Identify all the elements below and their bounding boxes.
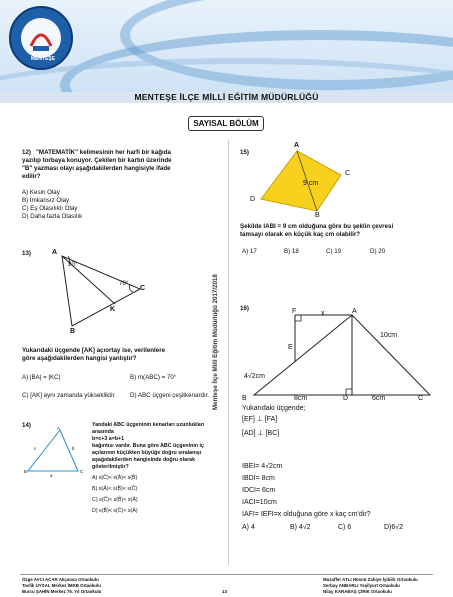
q13-label-b: B	[70, 328, 76, 335]
q16-given-1: IBEI= 4√2cm	[242, 463, 283, 470]
page-number: 13	[222, 589, 227, 594]
q15-option-d[interactable]: D) 20	[370, 248, 386, 255]
q15-option-b[interactable]: B) 18	[284, 248, 299, 255]
q14-stem-3: b=c+3 a=b+1	[92, 436, 125, 442]
q14-option-c[interactable]: C) s(Ĉ)< s(B̂)< s(Â)	[92, 497, 138, 503]
q12-stem-2: yazılıp torbaya konuyor. Çekilen bir kartın üzerinde	[22, 157, 172, 164]
page-title: MENTEŞE İLÇE MİLLİ EĞİTİM MÜDÜRLÜĞÜ	[134, 92, 319, 102]
q14-stem-4: bağıntısı vardır. Buna göre ABC üçgeninin iç	[92, 443, 204, 449]
q14-stem-1: Yandaki ABC üçgeninin kenarları uzunlukları	[92, 422, 205, 428]
q13-triangle-figure	[40, 244, 150, 344]
q16-side-6: 6cm	[372, 395, 386, 402]
q16-number: 16)	[240, 305, 249, 312]
q12-option-c[interactable]: C) Eş Olasılıklı Olay	[22, 205, 78, 212]
q12-stem-4: edilir?	[22, 173, 41, 180]
footer-right-1: Muzaffer ATLI Hüsnü Zahiye İyibilir Ortaokulu	[323, 577, 418, 582]
logo-text: MENTEŞE	[30, 56, 56, 62]
q15-option-c[interactable]: C) 19	[326, 248, 342, 255]
q16-stem-1: Yukarıdaki üçgende;	[242, 405, 306, 412]
q13-label-k: K	[110, 306, 116, 313]
q16-option-d[interactable]: D)6√2	[384, 524, 404, 531]
q16-given-4: IACI=10cm	[242, 499, 277, 506]
footer-right-2: Serbay ANBARLI Yeşilyurt Ortaokulu	[323, 583, 400, 588]
q15-label-c: C	[345, 170, 351, 177]
q16-label-f: F	[292, 308, 297, 315]
q16-label-a: A	[352, 308, 357, 315]
q16-given-3: IDCI= 6cm	[242, 487, 276, 494]
q16-label-x: x	[321, 310, 325, 317]
q13-angle-c: 70°	[119, 280, 129, 287]
q16-option-c[interactable]: C) 6	[338, 524, 352, 531]
q12-option-d[interactable]: D) Daha fazla Olasılık	[22, 213, 83, 220]
q13-option-c[interactable]: C) [AK] aynı zamanda yüksekliktir.	[22, 392, 116, 399]
q13-stem-1: Yukarıdaki üçgende [AK] açıortay ise, verilenlere	[22, 347, 166, 354]
q16-label-e: E	[288, 344, 293, 351]
q14-label-c: C	[80, 469, 84, 474]
q16-triangle-figure	[240, 305, 440, 405]
q15-label-d: D	[250, 196, 256, 203]
q15-number: 15)	[240, 149, 249, 156]
q16-given-5: IAFI= IEFI=x olduğuna göre x kaç cm'dir?	[242, 511, 371, 518]
q14-number: 14)	[22, 422, 31, 429]
q14-label-a: A	[57, 426, 61, 431]
q14-side-c: c	[34, 446, 37, 451]
q15-label-a: A	[294, 142, 300, 149]
q16-label-b: B	[242, 395, 247, 402]
header-banner	[0, 0, 453, 92]
q15-option-a[interactable]: A) 17	[242, 248, 257, 255]
q15-label-b: B	[315, 212, 320, 219]
q16-stem-2: [EF] ⊥ [FA]	[242, 416, 278, 423]
column-divider	[228, 140, 229, 565]
q16-stem-3: [AD] ⊥ [BC]	[242, 430, 280, 437]
q12-number: 12)	[22, 149, 31, 156]
q14-stem-6: aşağıdakilerden hangisinde doğru olarak	[92, 457, 196, 463]
q13-option-a[interactable]: A) |BA| = |KC|	[22, 374, 61, 381]
q15-stem-1: Şekilde IABI = 9 cm olduğuna göre bu şeklin çevresi	[240, 223, 394, 230]
footer-left-3: Burcu ŞAHİN Merkez 75. Yıl Ortaokulu	[22, 589, 102, 594]
footer-divider	[20, 574, 433, 575]
q14-option-b[interactable]: B) s(Â)< s(B̂)< s(Ĉ)	[92, 486, 138, 492]
q14-stem-5: açılarının küçükten büyüğe doğru sıralanışı	[92, 450, 202, 456]
q14-option-d[interactable]: D) s(B̂)< s(Ĉ)< s(Â)	[92, 508, 138, 514]
q14-stem-2: arasında	[92, 429, 114, 435]
q16-option-b[interactable]: B) 4√2	[290, 524, 311, 531]
ministry-logo	[9, 6, 73, 70]
q13-option-d[interactable]: D) ABC üçgeni çeşitkenardır.	[130, 392, 210, 399]
q12-stem-3: "B" yazması olayı aşağıdakilerden hangisiyle ifade	[22, 165, 171, 172]
q12-option-a[interactable]: A) Kesin Olay	[22, 189, 60, 196]
q13-number: 13)	[22, 250, 31, 257]
q12-option-b[interactable]: B) İmkansız Olay	[22, 197, 70, 204]
q12-stem-1: "MATEMATİK" kelimesinin her harfi bir kağıda	[36, 149, 171, 156]
q14-label-b: B	[24, 469, 28, 474]
q16-label-d: D	[343, 395, 349, 402]
side-text: Menteşe İlçe Milli Eğitim Müdürlüğü 2017/2018	[212, 274, 219, 410]
q13-stem-2: göre aşağıdakilerden hangisi yanlıştır?	[22, 355, 137, 362]
q13-label-c: C	[140, 285, 146, 292]
q15-stem-2: tamsayı olarak en küçük kaç cm olabilir?	[240, 231, 361, 238]
q14-side-a: a	[50, 473, 53, 478]
q13-label-a: A	[52, 249, 58, 256]
q16-label-c: C	[418, 395, 424, 402]
q13-option-b[interactable]: B) m(ABC) = 70°	[130, 374, 177, 381]
q13-angle-a: 20°	[68, 261, 78, 268]
footer-left-1: Özge AVCI ACAR Akçaova Ortaokulu	[22, 577, 99, 582]
q16-given-2: IBDI= 8cm	[242, 475, 275, 482]
q14-option-a[interactable]: A) s(Ĉ)< s(Â)< s(B̂)	[92, 475, 138, 481]
q15-diagonal-label: 9 cm	[303, 180, 319, 187]
q14-side-b: b	[72, 446, 75, 451]
q16-side-8: 8cm	[294, 395, 308, 402]
q16-option-a[interactable]: A) 4	[242, 524, 255, 531]
section-label: SAYISAL BÖLÜM	[188, 116, 264, 131]
q14-stem-7: gösterilmiştir?	[92, 464, 129, 470]
q16-side-10: 10cm	[380, 332, 398, 339]
q16-side-42: 4√2cm	[244, 373, 265, 380]
footer-right-3: Nilay KARABAŞ ÇİRİK Ortaokulu	[323, 589, 392, 594]
footer-left-2: Tevfik UYSAL Merkez İMKB Ortaokulu	[22, 583, 101, 588]
